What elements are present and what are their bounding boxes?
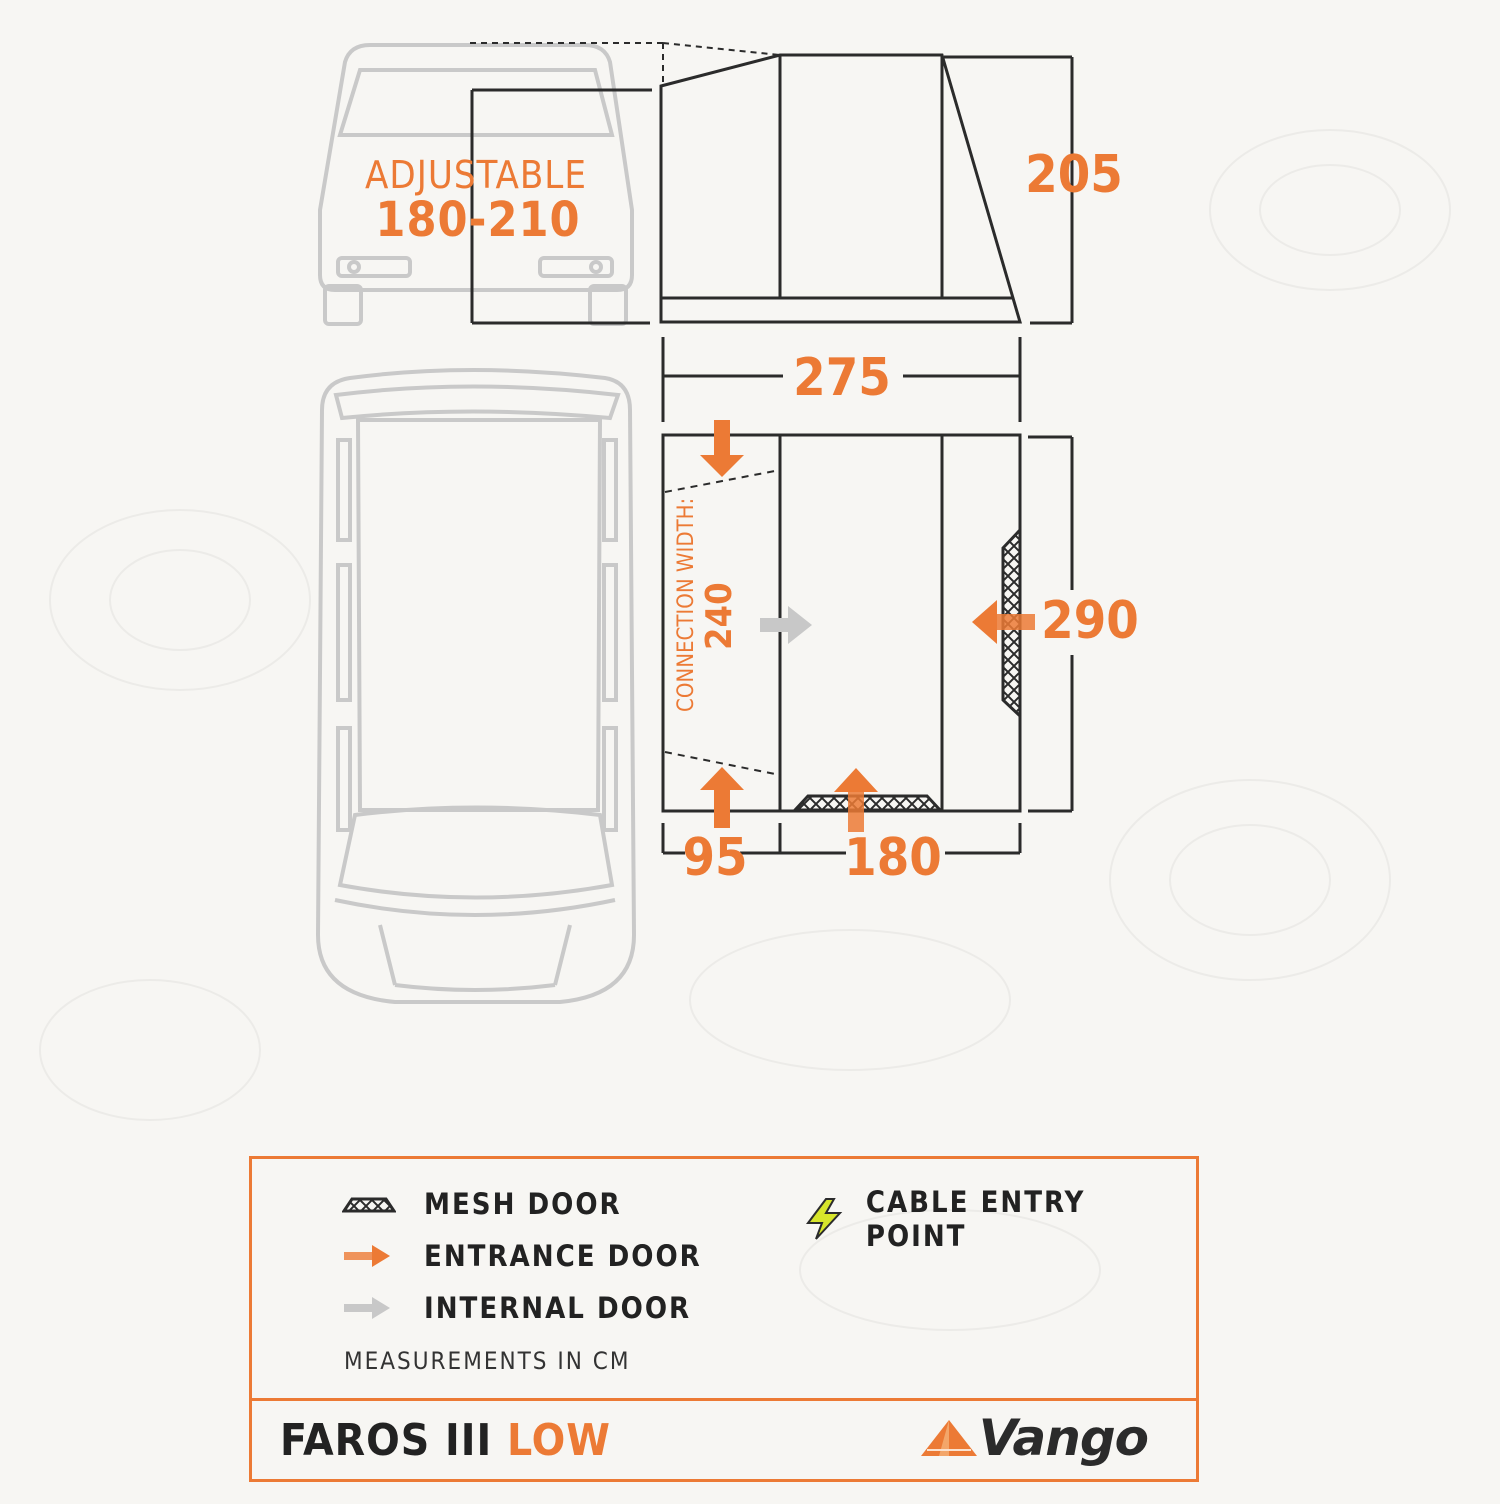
connection-width-value-group [699, 582, 740, 650]
topo-background [40, 130, 1450, 1330]
entrance-arrow-bottom-left [700, 767, 744, 828]
lightning-bolt-icon [802, 1197, 846, 1241]
entrance-arrow-top [700, 420, 744, 477]
legend-mesh-door [342, 1187, 622, 1221]
vehicle-top-view [318, 370, 634, 1002]
product-title [280, 1415, 611, 1466]
legend-entrance-door [342, 1239, 702, 1273]
section-right-value: 180 [844, 828, 942, 888]
mesh-door-front [795, 796, 940, 810]
section-left-value: 95 [682, 828, 748, 888]
legend-cable-entry-label: CABLE ENTRY POINT [865, 1185, 1086, 1253]
brand-name: Vango [978, 1409, 1148, 1467]
product-variant: LOW [506, 1415, 611, 1466]
connection-width-value: 240 [699, 582, 740, 650]
legend-internal-door [342, 1291, 691, 1325]
depth-value: 290 [1041, 591, 1139, 651]
legend-footer [252, 1398, 1196, 1479]
legend-internal-door-label: INTERNAL DOOR [424, 1291, 692, 1325]
width-value: 275 [793, 348, 891, 408]
legend-entrance-door-label: ENTRANCE DOOR [424, 1239, 702, 1273]
vango-mountain-icon [919, 1416, 979, 1460]
entrance-arrow-icon [342, 1243, 396, 1269]
units-note: MEASUREMENTS IN CM [344, 1347, 631, 1375]
mesh-door-icon [342, 1194, 396, 1214]
brand-logo [919, 1409, 1148, 1467]
internal-arrow-icon [342, 1295, 396, 1321]
adjustable-label: ADJUSTABLE [365, 153, 587, 197]
legend-panel [249, 1156, 1199, 1482]
attachment-dashed-lines [470, 43, 780, 86]
legend-cable-entry [802, 1185, 1196, 1253]
legend-mesh-door-label: MESH DOOR [424, 1187, 622, 1221]
height-value: 205 [1025, 145, 1123, 205]
connection-width-group [674, 498, 699, 712]
internal-door-arrow [760, 606, 812, 644]
product-name: FAROS III [280, 1415, 493, 1466]
connection-width-label: CONNECTION WIDTH: [674, 497, 699, 712]
adjustable-range: 180-210 [375, 192, 581, 248]
